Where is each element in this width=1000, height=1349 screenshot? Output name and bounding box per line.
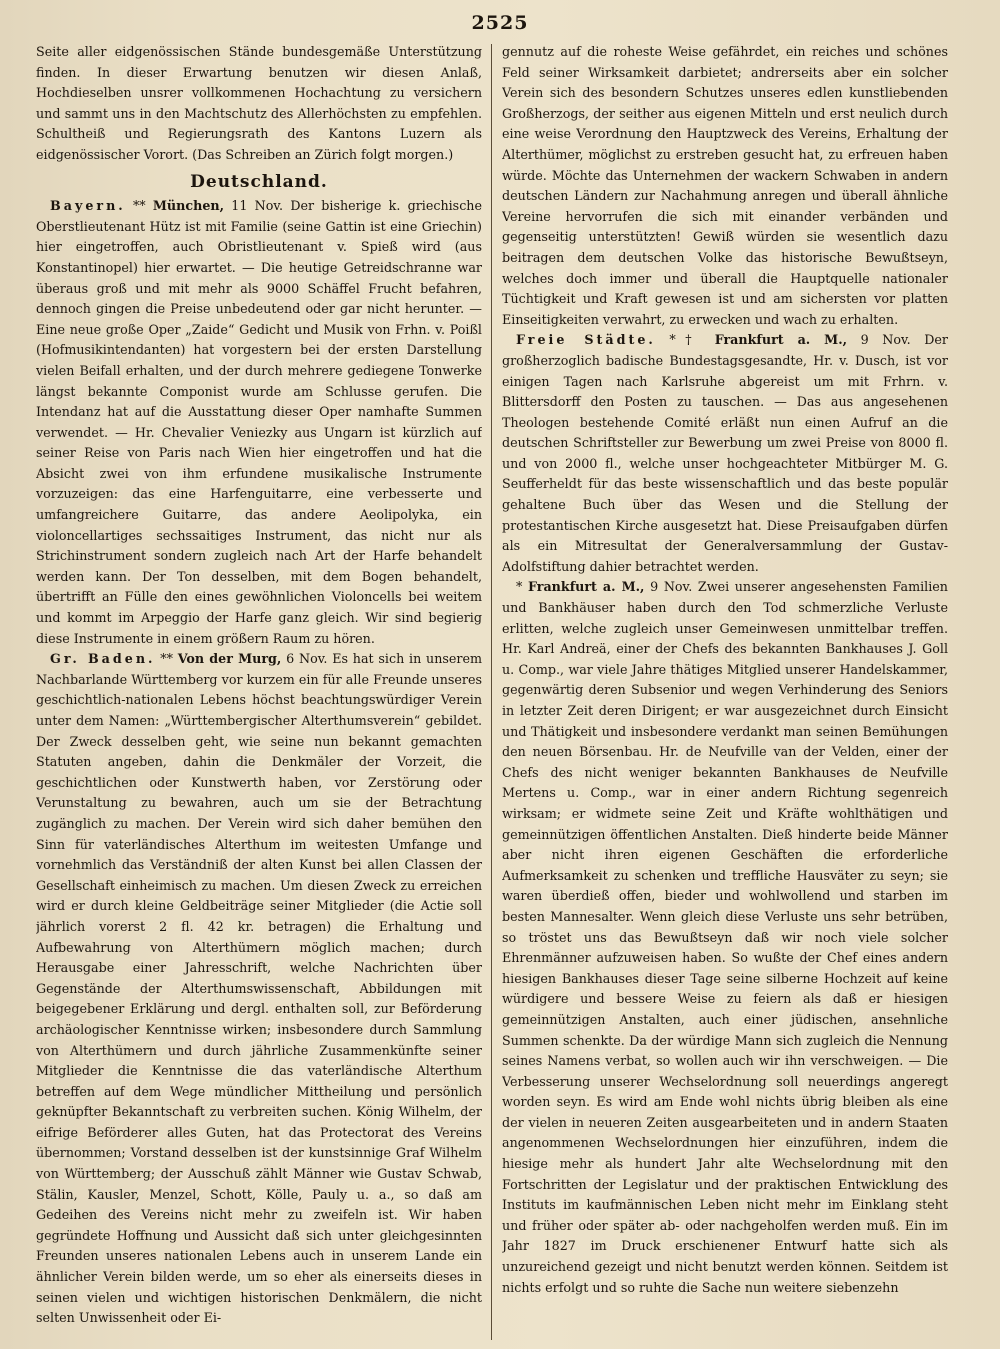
article-frankfurt-1 [502,330,948,577]
article-text: Der bisherige k. griechische Oberstlieutenant Hütz ist mit Familie (seine Gattin ist eine Griechin) hier eingetroffen, auch Obristlieutenant v. Spieß wird (aus Konstantinopel) hier erwartet. — Die heutige Getreidschranne war überaus groß und mit mehr als 9000 Schäffel Frucht befahren, dennoch gingen die Preise unbedeutend oder gar nicht herunter. — Eine neue große Oper „Zaide“ Gedicht und Musik von Frhn. v. Poißl (Hofmusikintendanten) hat vorgestern bei der ersten Darstellung vielen Beifall erhalten, und der durch mehrere gediegene Tonwerke längst bekannte Componist wurde am Schlusse gerufen. Die Intendanz hat auf die Ausstattung dieser Oper namhafte Summen verwendet. — Hr. Chevalier Veniezky aus Ungarn ist kürzlich auf seiner Reise von Paris nach Wien hier eingetroffen und hat die Absicht zwei von ihm erfundene musikalische Instrumente vorzuzeigen: das eine Harfenguitarre, eine verbesserte und umfangreichere Guitarre, das andere Aeolipolyka, ein violoncellartiges sechssaitiges Instrument, das nicht nur als Strichinstrument sondern zugleich nach Art der Harfe behandelt werden kann. Der Ton desselben, mit dem Bogen behandelt, übertrifft an Fülle den eines gewöhnlichen Violoncells bei weitem und kommt im Arpeggio der Harfe ganz gleich. Wir sind begierig diese Instrumente in einem größern Raum zu hören. [36,198,482,646]
correspondent-marker: ** [160,651,173,667]
dateline-date: 9 Nov. [650,579,693,595]
article-text: Es hat sich in unserem Nachbarlande Württemberg vor kurzem ein für alle Freunde unseres geschichtlich-nationalen Lebens höchst beachtungswürdiger Verein unter dem Namen: „Württembergischer Alterthumsverein“ gebildet. Der Zweck desselben geht, wie seine nun bekannt gemachten Statuten angeben, dahin die Denkmäler der Vorzeit, die geschichtlichen oder Kunstwerth haben, vor Zerstörung oder Verunstaltung zu bewahren, auch um sie der Betrachtung zugänglich zu machen. Der Verein wird sich daher bemühen den Sinn für vaterländisches Alterthum im weitesten Umfange und vornehmlich das Verständniß der alten Kunst bei allen Classen der Gesellschaft einheimisch zu machen. Um diesen Zweck zu erreichen wird er durch kleine Geldbeiträge seiner Mitglieder (die Actie soll jährlich vorerst 2 fl. 42 kr. betragen) die Erhaltung und Aufbewahrung von Alterthümern möglich machen; durch Herausgabe einer Jahresschrift, welche Nachrichten über Gegenstände der Alterthumswissenschaft, Abbildungen mit beigegebener Erklärung und dergl. enthalten soll, zur Beförderung archäologischer Kenntnisse wirken; insbesondere durch Sammlung von Alterthümern und durch jährliche Zusammenkünfte seiner Mitglieder die Kenntnisse die das vaterländische Alterthum betreffen auf dem Wege mündlicher Mittheilung und persönlich geknüpfter Bekanntschaft zu verbreiten suchen. König Wilhelm, der eifrige Beförderer alles Guten, hat das Protectorat des Vereins übernommen; Vorstand desselben ist der kunstsinnige Graf Wilhelm von Württemberg; der Ausschuß zählt Männer wie Gustav Schwab, Stälin, Kausler, Menzel, Schott, Kölle, Pauly u. a., so daß am Gedeihen des Vereins nicht mehr zu zweifeln ist. Wir haben gegründete Hoffnung und Aussicht daß sich unter gleichgesinnten Freunden unseres nationalen Lebens auch in unserem Lande ein ähnlicher Verein bilden werde, um so eher als einerseits dieses in seinen vielen und wichtigen historischen Denkmälern, die nicht selten Unwissenheit oder Ei- [36,651,482,1326]
section-heading: Deutschland. [190,171,328,192]
article-text: Zwei unserer angesehensten Familien und Bankhäuser haben durch den Tod schmerzliche Verluste erlitten, welche zugleich unser Gemeinwesen unmittelbar treffen. Hr. Karl Andreä, einer der Chefs des bekannten Bankhauses J. Goll u. Comp., war viele Jahre thätiges Mitglied unserer Handelskammer, gegenwärtig deren Subsenior und wegen Verhinderung des Seniors in letzter Zeit deren Dirigent; er war ausgezeichnet durch Einsicht und Thätigkeit und insbesondere verdankt man seinen Bemühungen den neuen Börsenbau. Hr. de Neufville van der Velden, einer der Chefs des nicht weniger bekannten Bankhauses de Neufville Mertens u. Comp., war in einer andern Richtung segenreich wirksam; er widmete seine Zeit und Kräfte wohlthätigen und gemeinnützigen öffentlichen Anstalten. Dieß hinderte beide Männer aber nicht ihren eigenen Geschäften die erforderliche Aufmerksamkeit zu schenken und treffliche Hausväter zu seyn; sie waren überdieß offen, bieder und wohlwollend und starben im besten Mannesalter. Wenn gleich diese Verluste uns sehr betrüben, so tröstet uns das Bewußtseyn daß wir noch viele solcher Ehrenmänner aufzuweisen haben. So wußte der Chef eines andern hiesigen Bankhauses dieser Tage seine silberne Hochzeit auf keine würdigere und bessere Weise zu feiern als daß er hiesigen gemeinnützigen Anstalten, auch einer jüdischen, ansehnliche Summen schenkte. Da der würdige Mann sich zugleich die Nennung seines Namens verbat, so wollen auch wir ihn verschweigen. — Die Verbesserung unserer Wechselordnung soll neuerdings angeregt worden seyn. Es wird am Ende wohl nichts übrig bleiben als eine der vielen in neueren Zeiten ausgearbeiteten und in andern Staaten angenommenen Wechselordnungen hier einzuführen, indem die hiesige mehr als hundert Jahr alte Wechselordnung mit den Fortschritten der Legislatur und der praktischen Entwicklung des Instituts im kaufmännischen Leben nicht mehr im Einklang steht und früher oder später ab- oder nachgeholfen werden muß. Ein im Jahr 1827 im Druck erschienener Entwurf hatte sich als unzureichend gezeigt und nicht benutzt werden können. Seitdem ist nichts erfolgt und so ruhte die Sache nun weitere siebenzehn [502,579,948,1295]
article-baden [36,649,482,1329]
column-divider [491,44,492,1340]
dateline-place: München, [152,198,225,214]
dateline-date: 6 Nov. [286,651,328,667]
dateline-place: Frankfurt a. M., [527,579,645,595]
right-column [502,42,948,1340]
region-label: Freie Städte. [516,332,656,348]
page-number: 2525 [471,12,529,34]
dateline-place: Frankfurt a. M., [714,332,848,348]
article-text: Der großherzoglich badische Bundestagsgesandte, Hr. v. Dusch, ist vor einigen Tagen nach Karlsruhe abgereist um mit Frhrn. v. Blittersdorff den Posten zu tauschen. — Das aus angesehenen Theologen bestehende Comité erläßt nun einen Aufruf an die deutschen Schriftsteller zur Bewerbung um zwei Preise von 8000 fl. und von 2000 fl., welche unser hochgeachteter Mitbürger M. G. Seufferheldt für das beste wissenschaftlich und das beste populär gehaltene Buch über das Wesen und die Stellung der protestantischen Kirche ausgesetzt hat. Diese Preisaufgaben dürfen als ein Mitresultat der Generalversammlung der Gustav-Adolfstiftung dahier betrachtet werden. [502,332,948,574]
article-continuation: Seite aller eidgenössischen Stände bundesgemäße Unterstützung finden. In dieser Erwartung benutzen wir diesen Anlaß, Hochdieselben unsrer vollkommenen Hochachtung zu versichern und sammt uns in den Machtschutz des Allerhöchsten zu empfehlen. Schultheiß und Regierungsrath des Kantons Luzern als eidgenössischer Vorort. (Das Schreiben an Zürich folgt morgen.) [36,44,482,162]
article-bayern [36,196,482,649]
correspondent-marker: *† [669,332,702,348]
region-label: Bayern. [50,198,126,214]
correspondent-marker: ** [132,198,146,214]
dateline-date: 11 Nov. [231,198,284,214]
left-column [36,42,482,1340]
region-label: Gr. Baden. [50,651,156,667]
correspondent-marker: * [516,579,523,595]
article-continuation: gennutz auf die roheste Weise gefährdet, ein reiches und schönes Feld seiner Wirksamkeit darbietet; andrerseits aber ein solcher Verein sich des besondern Schutzes unseres edlen kunstliebenden Großherzogs, der seither aus eigenen Mitteln und erst neulich durch eine weise Verordnung den Hauptzweck des Vereins, Erhaltung der Alterthümer, möglichst zu erstreben gesucht hat, zu erfreuen haben würde. Möchte das Unternehmen der wackern Schwaben in andern deutschen Ländern zur Nachahmung anregen und überall ähnliche Vereine hervorrufen die sich mit einander verbänden und gegenseitig unterstützten! Gewiß würden sie wesentlich dazu beitragen dem deutschen Volke das historische Bewußtseyn, welches doch immer und überall die Hauptquelle nationaler Tüchtigkeit und Kraft gewesen ist und am sichersten vor platten Einseitigkeiten verwahrt, zu erwecken und wach zu erhalten. [502,44,948,327]
dateline-place: Von der Murg, [177,651,282,667]
dateline-date: 9 Nov. [860,332,911,348]
article-frankfurt-2 [502,577,948,1298]
